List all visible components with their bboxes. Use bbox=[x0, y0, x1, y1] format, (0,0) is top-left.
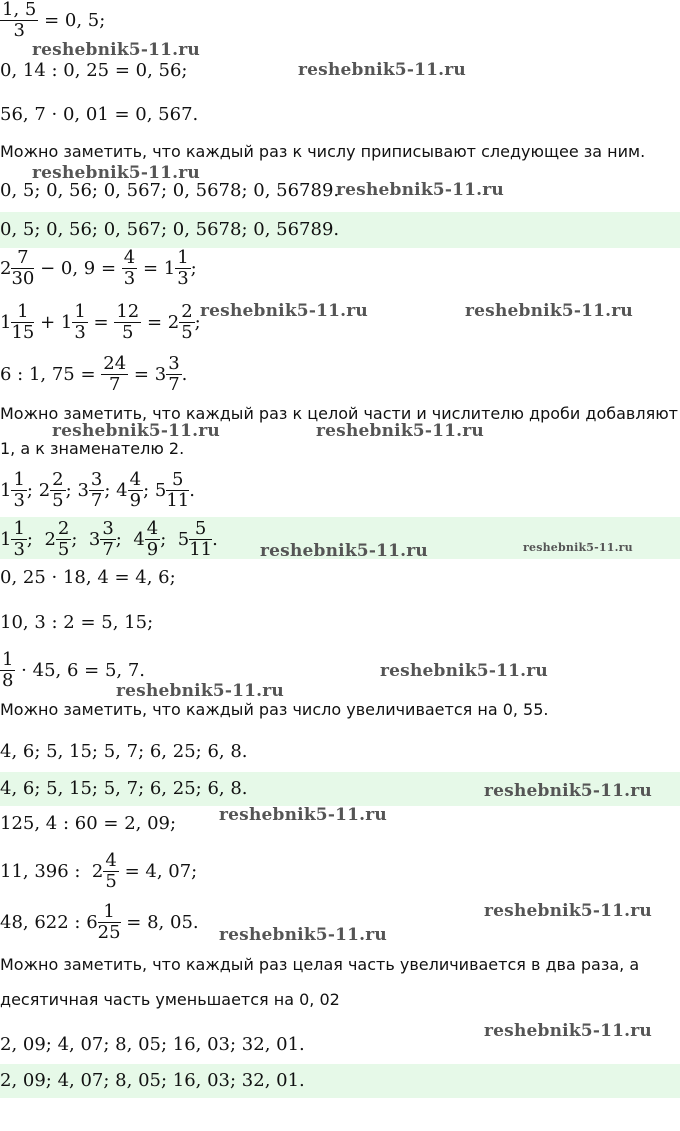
answer-line: 1 $\frac{1}{3}$ ; 2 $\frac{2}{5}$ ; 3 $\frac{3}{7}$ ; 4 $\frac{4}{9}$ ; 5 $\frac{5}{11}$ . bbox=[0, 518, 218, 559]
equation-4: 2 $\frac{7}{30}$ − 0, 9 = $\frac{4}{3}$ = 1 $\frac{1}{3}$ ; bbox=[0, 247, 197, 289]
watermark: reshebnik5-11.ru bbox=[484, 1021, 652, 1041]
explanation-text: Можно заметить, что каждый раз к целой части и числителю дроби добавляют bbox=[0, 404, 678, 423]
watermark: reshebnik5-11.ru bbox=[484, 781, 652, 801]
answer-line: 2, 09; 4, 07; 8, 05; 16, 03; 32, 01. bbox=[0, 1070, 305, 1091]
equation-10: 125, 4 : 60 = 2, 09; bbox=[0, 813, 177, 834]
equation-9: $\frac{1}{8}$ · 45, 6 = 5, 7. bbox=[2, 649, 146, 691]
answer-line: 0, 5; 0, 56; 0, 567; 0, 5678; 0, 56789. bbox=[0, 219, 340, 240]
watermark: reshebnik5-11.ru bbox=[200, 301, 368, 321]
watermark: reshebnik5-11.ru bbox=[316, 421, 484, 441]
watermark: reshebnik5-11.ru bbox=[380, 661, 548, 681]
watermark: reshebnik5-11.ru bbox=[219, 925, 387, 945]
equation-8: 10, 3 : 2 = 5, 15; bbox=[0, 612, 154, 633]
answer-line: 4, 6; 5, 15; 5, 7; 6, 25; 6, 8. bbox=[0, 778, 248, 799]
watermark: reshebnik5-11.ru bbox=[32, 40, 200, 60]
explanation-text: Можно заметить, что каждый раз целая часть увеличивается в два раза, а bbox=[0, 955, 640, 974]
equation-12: 48, 622 : 6 $\frac{1}{25}$ = 8, 05. bbox=[0, 901, 199, 943]
equation-2: 0, 14 : 0, 25 = 0, 56; bbox=[0, 60, 188, 81]
watermark: reshebnik5-11.ru bbox=[465, 301, 633, 321]
sequence: 0, 5; 0, 56; 0, 567; 0, 5678; 0, 56789. bbox=[0, 180, 340, 201]
watermark: reshebnik5-11.ru bbox=[260, 541, 428, 561]
watermark: reshebnik5-11.ru bbox=[52, 421, 220, 441]
watermark: reshebnik5-11.ru bbox=[32, 163, 200, 183]
equation-3: 56, 7 · 0, 01 = 0, 567. bbox=[0, 104, 199, 125]
equation-5: 1 $\frac{1}{15}$ + 1 $\frac{1}{3}$ = $\frac{12}{5}$ = 2 $\frac{2}{5}$ ; bbox=[0, 301, 201, 343]
explanation-text: Можно заметить, что каждый раз число увеличивается на 0, 55. bbox=[0, 700, 549, 719]
explanation-text: Можно заметить, что каждый раз к числу приписывают следующее за ним. bbox=[0, 142, 646, 161]
sequence: 2, 09; 4, 07; 8, 05; 16, 03; 32, 01. bbox=[0, 1034, 305, 1055]
equation-7: 0, 25 · 18, 4 = 4, 6; bbox=[0, 567, 176, 588]
equation-6: 6 : 1, 75 = $\frac{24}{7}$ = 3 $\frac{3}{7}$ . bbox=[0, 353, 188, 395]
sequence: 1 $\frac{1}{3}$ ; 2 $\frac{2}{5}$ ; 3 $\frac{3}{7}$ ; 4 $\frac{4}{9}$ ; 5 $\frac{5}{11}$ . bbox=[0, 469, 195, 511]
watermark: reshebnik5-11.ru bbox=[523, 541, 633, 554]
explanation-text: 1, а к знаменателю 2. bbox=[0, 439, 185, 458]
watermark: reshebnik5-11.ru bbox=[116, 681, 284, 701]
sequence: 4, 6; 5, 15; 5, 7; 6, 25; 6, 8. bbox=[0, 741, 248, 762]
equation-1: $\frac{1, 5}{3}$ = 0, 5; bbox=[2, 0, 106, 41]
watermark: reshebnik5-11.ru bbox=[484, 901, 652, 921]
watermark: reshebnik5-11.ru bbox=[336, 180, 504, 200]
explanation-text: десятичная часть уменьшается на 0, 02 bbox=[0, 990, 340, 1009]
equation-11: 11, 396 : 2 $\frac{4}{5}$ = 4, 07; bbox=[0, 850, 198, 892]
watermark: reshebnik5-11.ru bbox=[298, 60, 466, 80]
watermark: reshebnik5-11.ru bbox=[219, 805, 387, 825]
